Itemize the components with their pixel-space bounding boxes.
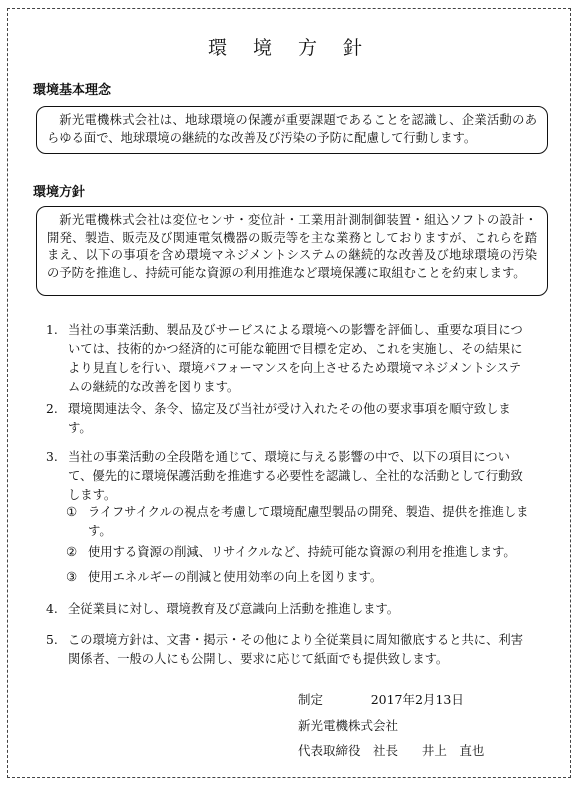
policy-item-1 — [46, 321, 532, 397]
subitem-number: ① — [66, 505, 78, 519]
item-number: 4. — [46, 602, 58, 616]
company-name: 新光電機株式会社 — [298, 718, 399, 733]
basic-philosophy-box — [36, 106, 548, 154]
established-line — [298, 690, 464, 708]
item-text: 当社の事業活動の全段階を通じて、環境に与える影響の中で、以下の項目について、優先的に環境保護活動を推進する必要性を認識し、全社的な活動として行動致します。 — [68, 450, 523, 502]
representative-line — [298, 741, 484, 759]
basic-philosophy-text: 新光電機株式会社は、地球環境の保護が重要課題であることを認識し、企業活動のあらゆる面で、地球環境の継続的な改善及び汚染の予防に配慮して行動します。 — [47, 113, 537, 145]
subitem-text: 使用エネルギーの削減と使用効率の向上を図ります。 — [88, 570, 383, 584]
representative-title: 代表取締役 社長 — [298, 743, 399, 758]
item-text: 全従業員に対し、環境教育及び意識向上活動を推進します。 — [68, 602, 400, 616]
subitem-text: 使用する資源の削減、リサイクルなど、持続可能な資源の利用を推進します。 — [88, 545, 516, 559]
item-number: 5. — [46, 633, 58, 647]
policy-subitem-1 — [66, 503, 532, 541]
section-heading-environmental-policy: 環境方針 — [33, 185, 86, 200]
policy-item-5 — [46, 631, 532, 669]
section-heading-basic-philosophy: 環境基本理念 — [33, 83, 112, 98]
environmental-policy-text: 新光電機株式会社は変位センサ・変位計・工業用計測制御装置・組込ソフトの設計・開発、製造、販売及び関連電気機器の販売等を主な業務としておりますが、これらを踏まえ、以下の事項を含め環境マネジメントシステムの継続的な改善及び地球環境の汚染の予防を推進し、持続可能な資源の利用推進など環境保護に取組むことを約束します。 — [47, 213, 537, 280]
policy-item-4 — [46, 600, 532, 619]
document-title: 環 境 方 針 — [207, 37, 373, 59]
policy-subitem-3 — [66, 568, 532, 587]
item-number: 1. — [46, 323, 58, 337]
representative-name: 井上 直也 — [421, 743, 485, 758]
policy-subitem-2 — [66, 543, 532, 562]
established-label: 制定 — [298, 692, 324, 707]
item-text: この環境方針は、文書・掲示・その他により全従業員に周知徹底すると共に、利害関係者、一般の人にも公開し、要求に応じて紙面でも提供致します。 — [68, 633, 523, 666]
item-text: 環境関連法令、条令、協定及び当社が受け入れたその他の要求事項を順守致します。 — [68, 402, 511, 435]
item-text: 当社の事業活動、製品及びサービスによる環境への影響を評価し、重要な項目については、技術的かつ経済的に可能な範囲で目標を定め、これを実施し、その結果により見直しを行い、環境パフォーマンスを向上させるため環境マネジメントシステムの継続的な改善を図ります。 — [68, 323, 523, 394]
subitem-number: ③ — [66, 570, 78, 584]
item-number: 3. — [46, 450, 58, 464]
item-number: 2. — [46, 402, 58, 416]
established-date: 2017年2月13日 — [370, 692, 464, 707]
subitem-number: ② — [66, 545, 78, 559]
policy-item-3 — [46, 448, 532, 505]
subitem-text: ライフサイクルの視点を考慮して環境配慮型製品の開発、製造、提供を推進します。 — [88, 505, 529, 538]
environmental-policy-box — [36, 206, 548, 296]
policy-item-2 — [46, 400, 532, 438]
